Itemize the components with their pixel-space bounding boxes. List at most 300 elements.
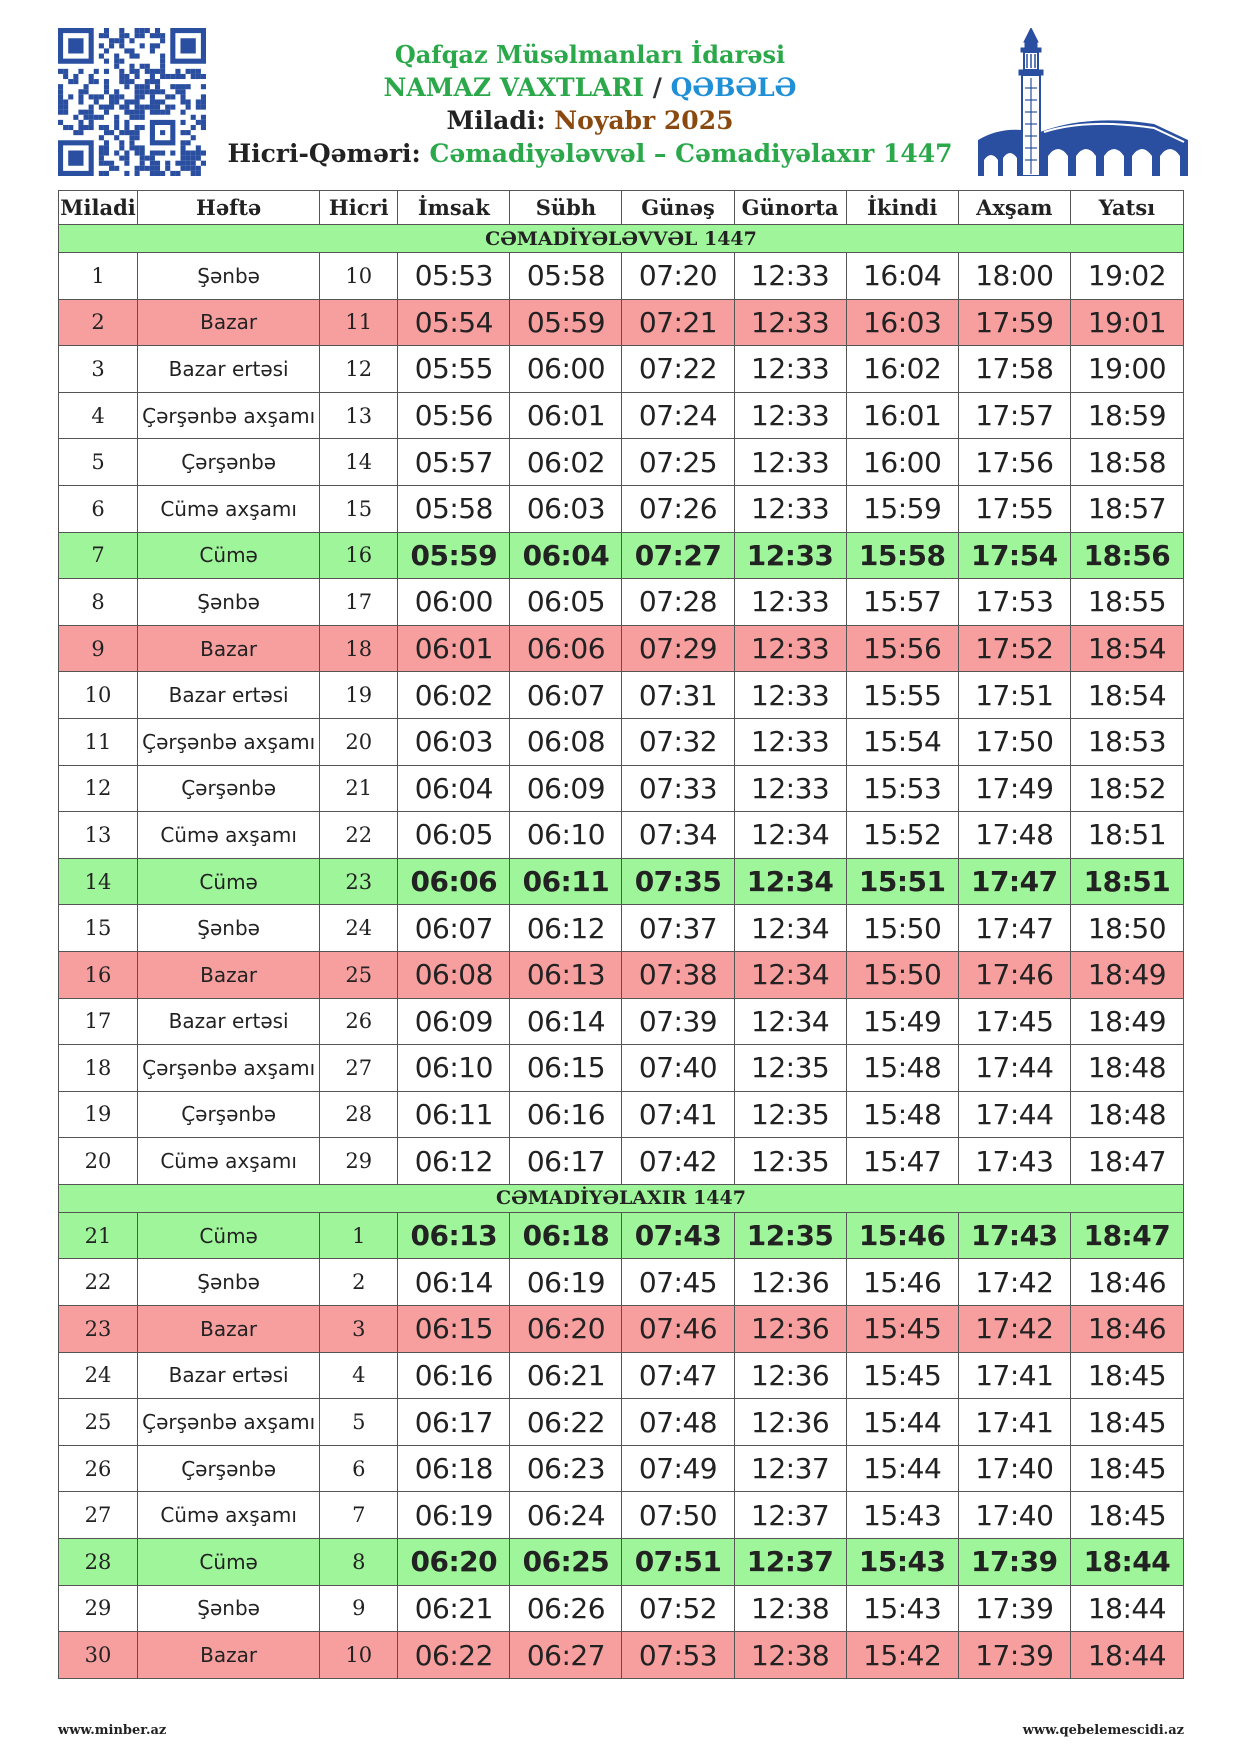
axsam-time-cell: 17:50 [958,718,1070,765]
table-row [59,858,1184,905]
hicri-day-cell: 21 [320,765,398,812]
gunes-time-cell: 07:37 [622,905,734,952]
hicri-day-cell: 9 [320,1585,398,1632]
ikindi-time-cell: 15:57 [846,579,958,626]
gunorta-time-cell: 12:33 [734,253,846,300]
gunes-time-cell: 07:48 [622,1399,734,1446]
subh-time-cell: 06:22 [510,1399,622,1446]
table-row [59,1632,1184,1679]
table-row [59,998,1184,1045]
weekday-cell: Cümə [138,858,320,905]
gunes-time-cell: 07:45 [622,1259,734,1306]
imsak-time-cell: 06:08 [398,951,510,998]
subh-time-cell: 06:26 [510,1585,622,1632]
ikindi-time-cell: 16:00 [846,439,958,486]
gunorta-time-cell: 12:35 [734,1212,846,1259]
city-name: QƏBƏLƏ [670,73,797,102]
subh-time-cell: 06:01 [510,392,622,439]
imsak-time-cell: 06:16 [398,1352,510,1399]
column-header-hicri: Hicri [320,191,398,225]
gunes-time-cell: 07:27 [622,532,734,579]
yatsi-time-cell: 18:59 [1070,392,1183,439]
hicri-day-cell: 28 [320,1091,398,1138]
section-title: CƏMADİYƏLAXIR 1447 [59,1184,1184,1212]
yatsi-time-cell: 18:46 [1070,1306,1183,1353]
yatsi-time-cell: 18:49 [1070,951,1183,998]
hicri-day-cell: 5 [320,1399,398,1446]
axsam-time-cell: 17:39 [958,1632,1070,1679]
imsak-time-cell: 06:22 [398,1632,510,1679]
yatsi-time-cell: 18:56 [1070,532,1183,579]
weekday-cell: Şənbə [138,1259,320,1306]
axsam-time-cell: 17:45 [958,998,1070,1045]
gunorta-time-cell: 12:33 [734,765,846,812]
gunes-time-cell: 07:53 [622,1632,734,1679]
column-header-hefte: Həftə [138,191,320,225]
gunorta-time-cell: 12:34 [734,858,846,905]
hicri-day-cell: 3 [320,1306,398,1353]
section-row [59,225,1184,253]
ikindi-time-cell: 16:03 [846,299,958,346]
subh-time-cell: 06:25 [510,1539,622,1586]
hijri-month [210,137,970,170]
ikindi-time-cell: 15:59 [846,485,958,532]
miladi-day-cell: 7 [59,532,138,579]
gunorta-time-cell: 12:33 [734,346,846,393]
hicri-day-cell: 22 [320,812,398,859]
table-row [59,485,1184,532]
imsak-time-cell: 06:15 [398,1306,510,1353]
ikindi-time-cell: 15:50 [846,905,958,952]
table-row [59,1091,1184,1138]
axsam-time-cell: 17:57 [958,392,1070,439]
footer-website-left[interactable]: www.minber.az [58,1723,167,1738]
gunorta-time-cell: 12:33 [734,579,846,626]
table-row [59,1445,1184,1492]
axsam-time-cell: 17:53 [958,579,1070,626]
ikindi-time-cell: 15:50 [846,951,958,998]
yatsi-time-cell: 18:48 [1070,1091,1183,1138]
table-row [59,439,1184,486]
hicri-day-cell: 15 [320,485,398,532]
gunes-time-cell: 07:42 [622,1138,734,1185]
gunorta-time-cell: 12:33 [734,485,846,532]
ikindi-time-cell: 15:51 [846,858,958,905]
axsam-time-cell: 17:47 [958,905,1070,952]
ikindi-time-cell: 16:01 [846,392,958,439]
weekday-cell: Şənbə [138,905,320,952]
table-row [59,812,1184,859]
axsam-time-cell: 17:43 [958,1138,1070,1185]
imsak-time-cell: 06:02 [398,672,510,719]
weekday-cell: Bazar [138,299,320,346]
table-row [59,951,1184,998]
gunes-time-cell: 07:38 [622,951,734,998]
weekday-cell: Çərşənbə axşamı [138,1399,320,1446]
ikindi-time-cell: 15:49 [846,998,958,1045]
ikindi-time-cell: 15:53 [846,765,958,812]
axsam-time-cell: 18:00 [958,253,1070,300]
yatsi-time-cell: 18:50 [1070,905,1183,952]
section-title: CƏMADİYƏLƏVVƏL 1447 [59,225,1184,253]
axsam-time-cell: 17:59 [958,299,1070,346]
weekday-cell: Çərşənbə axşamı [138,1045,320,1092]
gunorta-time-cell: 12:33 [734,392,846,439]
gunorta-time-cell: 12:36 [734,1352,846,1399]
yatsi-time-cell: 18:44 [1070,1539,1183,1586]
imsak-time-cell: 06:03 [398,718,510,765]
section-row [59,1184,1184,1212]
axsam-time-cell: 17:58 [958,346,1070,393]
hicri-day-cell: 1 [320,1212,398,1259]
subh-time-cell: 06:09 [510,765,622,812]
yatsi-time-cell: 19:00 [1070,346,1183,393]
gunorta-time-cell: 12:35 [734,1045,846,1092]
subh-time-cell: 06:20 [510,1306,622,1353]
subh-time-cell: 06:11 [510,858,622,905]
ikindi-time-cell: 15:42 [846,1632,958,1679]
gunes-time-cell: 07:40 [622,1045,734,1092]
hicri-day-cell: 26 [320,998,398,1045]
imsak-time-cell: 05:58 [398,485,510,532]
miladi-day-cell: 29 [59,1585,138,1632]
gunorta-time-cell: 12:37 [734,1492,846,1539]
ikindi-time-cell: 15:47 [846,1138,958,1185]
hicri-day-cell: 18 [320,625,398,672]
weekday-cell: Cümə axşamı [138,1492,320,1539]
miladi-day-cell: 28 [59,1539,138,1586]
gunes-time-cell: 07:47 [622,1352,734,1399]
table-row [59,1306,1184,1353]
axsam-time-cell: 17:51 [958,672,1070,719]
imsak-time-cell: 06:13 [398,1212,510,1259]
weekday-cell: Şənbə [138,253,320,300]
axsam-time-cell: 17:44 [958,1091,1070,1138]
ikindi-time-cell: 15:48 [846,1091,958,1138]
weekday-cell: Çərşənbə [138,1091,320,1138]
miladi-day-cell: 9 [59,625,138,672]
gunorta-time-cell: 12:35 [734,1091,846,1138]
imsak-time-cell: 05:53 [398,253,510,300]
ikindi-time-cell: 15:54 [846,718,958,765]
subh-time-cell: 06:10 [510,812,622,859]
subh-time-cell: 06:03 [510,485,622,532]
axsam-time-cell: 17:40 [958,1445,1070,1492]
weekday-cell: Bazar ertəsi [138,672,320,719]
subh-time-cell: 06:23 [510,1445,622,1492]
weekday-cell: Şənbə [138,579,320,626]
table-row [59,579,1184,626]
subh-time-cell: 05:58 [510,253,622,300]
ikindi-time-cell: 15:45 [846,1352,958,1399]
axsam-time-cell: 17:44 [958,1045,1070,1092]
gunorta-time-cell: 12:33 [734,439,846,486]
gunes-time-cell: 07:39 [622,998,734,1045]
miladi-day-cell: 25 [59,1399,138,1446]
gunes-time-cell: 07:32 [622,718,734,765]
yatsi-time-cell: 18:45 [1070,1352,1183,1399]
subh-time-cell: 05:59 [510,299,622,346]
table-row [59,346,1184,393]
gunes-time-cell: 07:26 [622,485,734,532]
miladi-day-cell: 20 [59,1138,138,1185]
subh-time-cell: 06:08 [510,718,622,765]
column-header-yatsi: Yatsı [1070,191,1183,225]
imsak-time-cell: 06:20 [398,1539,510,1586]
table-row [59,1212,1184,1259]
axsam-time-cell: 17:47 [958,858,1070,905]
imsak-time-cell: 06:19 [398,1492,510,1539]
hicri-day-cell: 11 [320,299,398,346]
weekday-cell: Çərşənbə axşamı [138,392,320,439]
ikindi-time-cell: 15:43 [846,1492,958,1539]
miladi-day-cell: 5 [59,439,138,486]
gunes-time-cell: 07:29 [622,625,734,672]
hicri-day-cell: 27 [320,1045,398,1092]
miladi-day-cell: 18 [59,1045,138,1092]
table-row [59,1539,1184,1586]
subh-time-cell: 06:15 [510,1045,622,1092]
yatsi-time-cell: 18:44 [1070,1585,1183,1632]
table-row [59,672,1184,719]
miladi-day-cell: 2 [59,299,138,346]
yatsi-time-cell: 18:45 [1070,1445,1183,1492]
axsam-time-cell: 17:41 [958,1352,1070,1399]
weekday-cell: Cümə axşamı [138,485,320,532]
yatsi-time-cell: 18:54 [1070,625,1183,672]
imsak-time-cell: 06:01 [398,625,510,672]
subh-time-cell: 06:27 [510,1632,622,1679]
yatsi-time-cell: 18:45 [1070,1399,1183,1446]
axsam-time-cell: 17:54 [958,532,1070,579]
ikindi-time-cell: 15:44 [846,1445,958,1492]
imsak-time-cell: 05:59 [398,532,510,579]
subh-time-cell: 06:19 [510,1259,622,1306]
miladi-day-cell: 23 [59,1306,138,1353]
gunes-time-cell: 07:43 [622,1212,734,1259]
subh-time-cell: 06:18 [510,1212,622,1259]
weekday-cell: Bazar ertəsi [138,346,320,393]
gunorta-time-cell: 12:33 [734,532,846,579]
ikindi-time-cell: 15:48 [846,1045,958,1092]
ikindi-time-cell: 15:45 [846,1306,958,1353]
weekday-cell: Cümə axşamı [138,812,320,859]
miladi-day-cell: 14 [59,858,138,905]
imsak-time-cell: 05:56 [398,392,510,439]
column-header-imsak: İmsak [398,191,510,225]
hicri-day-cell: 7 [320,1492,398,1539]
imsak-time-cell: 06:14 [398,1259,510,1306]
yatsi-time-cell: 18:52 [1070,765,1183,812]
gunorta-time-cell: 12:36 [734,1399,846,1446]
ikindi-time-cell: 15:58 [846,532,958,579]
yatsi-time-cell: 18:55 [1070,579,1183,626]
weekday-cell: Çərşənbə axşamı [138,718,320,765]
gunorta-time-cell: 12:38 [734,1632,846,1679]
gunorta-time-cell: 12:37 [734,1539,846,1586]
miladi-day-cell: 12 [59,765,138,812]
weekday-cell: Bazar [138,625,320,672]
table-body [59,225,1184,1679]
miladi-day-cell: 19 [59,1091,138,1138]
miladi-day-cell: 8 [59,579,138,626]
imsak-time-cell: 06:09 [398,998,510,1045]
gunorta-time-cell: 12:38 [734,1585,846,1632]
table-row [59,1259,1184,1306]
table-row [59,625,1184,672]
gunorta-time-cell: 12:33 [734,299,846,346]
yatsi-time-cell: 18:51 [1070,812,1183,859]
prayer-times-table [58,190,1184,1679]
gunorta-time-cell: 12:35 [734,1138,846,1185]
yatsi-time-cell: 18:54 [1070,672,1183,719]
miladi-day-cell: 3 [59,346,138,393]
table-row [59,253,1184,300]
table-row [59,1045,1184,1092]
axsam-time-cell: 17:42 [958,1306,1070,1353]
yatsi-time-cell: 18:51 [1070,858,1183,905]
weekday-cell: Cümə [138,532,320,579]
gregorian-label: Miladi: [446,106,555,135]
ikindi-time-cell: 15:43 [846,1539,958,1586]
axsam-time-cell: 17:39 [958,1539,1070,1586]
gunorta-time-cell: 12:36 [734,1259,846,1306]
yatsi-time-cell: 18:47 [1070,1212,1183,1259]
column-header-gunes: Günəş [622,191,734,225]
gunorta-time-cell: 12:33 [734,625,846,672]
table-row [59,1138,1184,1185]
subh-time-cell: 06:05 [510,579,622,626]
column-header-gunorta: Günorta [734,191,846,225]
title-text: NAMAZ VAXTLARI [383,73,645,102]
subh-time-cell: 06:07 [510,672,622,719]
weekday-cell: Bazar ertəsi [138,998,320,1045]
gunorta-time-cell: 12:34 [734,812,846,859]
imsak-time-cell: 06:05 [398,812,510,859]
yatsi-time-cell: 18:48 [1070,1045,1183,1092]
ikindi-time-cell: 15:52 [846,812,958,859]
gunes-time-cell: 07:46 [622,1306,734,1353]
miladi-day-cell: 15 [59,905,138,952]
table-row [59,1585,1184,1632]
subh-time-cell: 06:24 [510,1492,622,1539]
gunorta-time-cell: 12:33 [734,718,846,765]
gunorta-time-cell: 12:34 [734,905,846,952]
table-row [59,1399,1184,1446]
axsam-time-cell: 17:41 [958,1399,1070,1446]
yatsi-time-cell: 18:44 [1070,1632,1183,1679]
hicri-day-cell: 17 [320,579,398,626]
miladi-day-cell: 21 [59,1212,138,1259]
ikindi-time-cell: 15:46 [846,1212,958,1259]
hicri-day-cell: 29 [320,1138,398,1185]
footer-website-right[interactable]: www.qebelemescidi.az [1022,1723,1184,1738]
column-header-ikindi: İkindi [846,191,958,225]
gunes-time-cell: 07:49 [622,1445,734,1492]
miladi-day-cell: 24 [59,1352,138,1399]
axsam-time-cell: 17:55 [958,485,1070,532]
imsak-time-cell: 05:54 [398,299,510,346]
title-separator: / [644,73,671,102]
gunes-time-cell: 07:51 [622,1539,734,1586]
hicri-day-cell: 8 [320,1539,398,1586]
weekday-cell: Cümə axşamı [138,1138,320,1185]
imsak-time-cell: 06:07 [398,905,510,952]
miladi-day-cell: 11 [59,718,138,765]
imsak-time-cell: 06:06 [398,858,510,905]
gunorta-time-cell: 12:37 [734,1445,846,1492]
hicri-day-cell: 13 [320,392,398,439]
axsam-time-cell: 17:46 [958,951,1070,998]
table-row [59,299,1184,346]
hicri-day-cell: 24 [320,905,398,952]
axsam-time-cell: 17:52 [958,625,1070,672]
miladi-day-cell: 22 [59,1259,138,1306]
weekday-cell: Şənbə [138,1585,320,1632]
yatsi-time-cell: 19:01 [1070,299,1183,346]
subh-time-cell: 06:16 [510,1091,622,1138]
miladi-day-cell: 30 [59,1632,138,1679]
table-row [59,392,1184,439]
weekday-cell: Çərşənbə [138,1445,320,1492]
subh-time-cell: 06:04 [510,532,622,579]
weekday-cell: Cümə [138,1539,320,1586]
hicri-day-cell: 10 [320,253,398,300]
weekday-cell: Cümə [138,1212,320,1259]
imsak-time-cell: 06:11 [398,1091,510,1138]
ikindi-time-cell: 15:43 [846,1585,958,1632]
imsak-time-cell: 05:57 [398,439,510,486]
organization-name: Qafqaz Müsəlmanları İdarəsi [394,40,786,69]
weekday-cell: Çərşənbə [138,439,320,486]
hijri-label: Hicri-Qəməri: [227,139,430,168]
miladi-day-cell: 27 [59,1492,138,1539]
qr-code-icon [58,28,206,176]
hicri-day-cell: 16 [320,532,398,579]
column-header-miladi: Miladi [59,191,138,225]
axsam-time-cell: 17:56 [958,439,1070,486]
imsak-time-cell: 06:18 [398,1445,510,1492]
table-header-row [59,191,1184,225]
gunes-time-cell: 07:34 [622,812,734,859]
gunes-time-cell: 07:21 [622,299,734,346]
hicri-day-cell: 14 [320,439,398,486]
yatsi-time-cell: 18:53 [1070,718,1183,765]
imsak-time-cell: 05:55 [398,346,510,393]
imsak-time-cell: 06:12 [398,1138,510,1185]
ikindi-time-cell: 15:56 [846,625,958,672]
gunes-time-cell: 07:35 [622,858,734,905]
subh-time-cell: 06:17 [510,1138,622,1185]
miladi-day-cell: 16 [59,951,138,998]
yatsi-time-cell: 18:49 [1070,998,1183,1045]
miladi-day-cell: 26 [59,1445,138,1492]
axsam-time-cell: 17:42 [958,1259,1070,1306]
subh-time-cell: 06:14 [510,998,622,1045]
gunorta-time-cell: 12:34 [734,998,846,1045]
gunes-time-cell: 07:22 [622,346,734,393]
gunorta-time-cell: 12:33 [734,672,846,719]
ikindi-time-cell: 15:46 [846,1259,958,1306]
hicri-day-cell: 23 [320,858,398,905]
imsak-time-cell: 06:00 [398,579,510,626]
table-row [59,1492,1184,1539]
hicri-day-cell: 2 [320,1259,398,1306]
imsak-time-cell: 06:10 [398,1045,510,1092]
ikindi-time-cell: 15:44 [846,1399,958,1446]
yatsi-time-cell: 18:46 [1070,1259,1183,1306]
table-row [59,1352,1184,1399]
